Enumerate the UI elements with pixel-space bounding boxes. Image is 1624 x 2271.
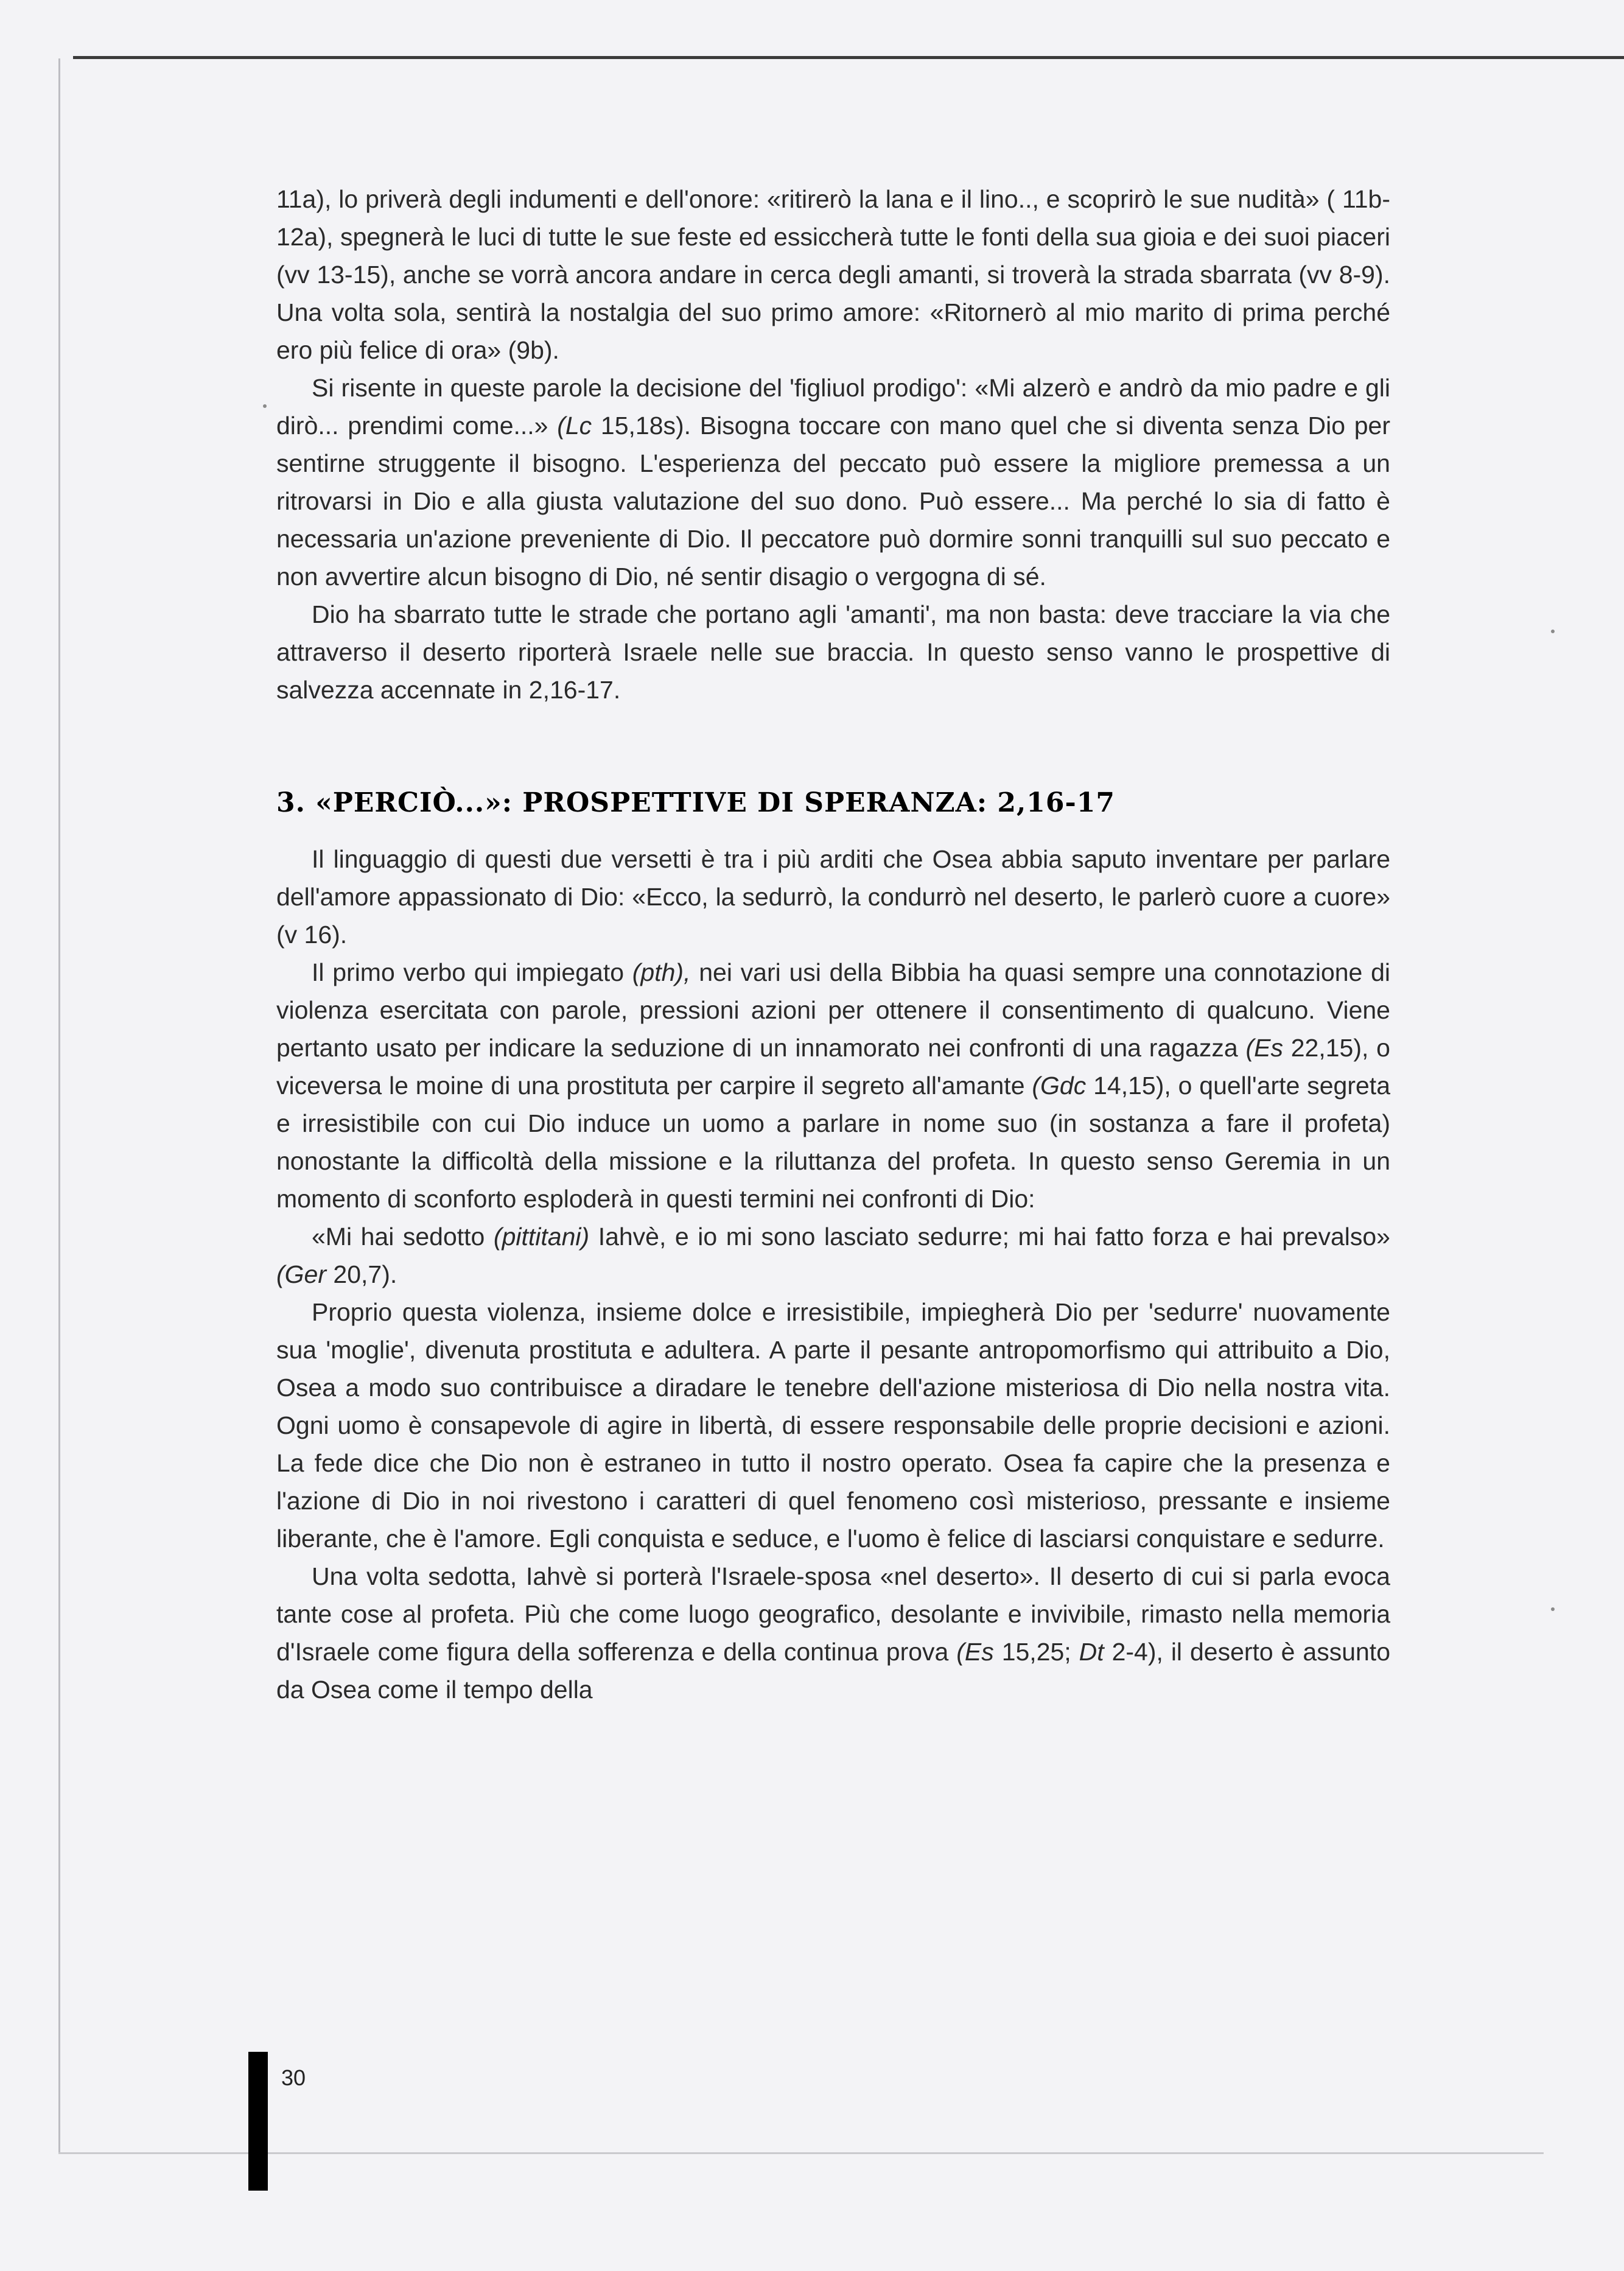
paragraph-2-text-end: 15,18s). Bisogna toccare con mano quel che si diventa senza Dio per sentirne struggente il bisogno. L'esperienza del peccato può essere la migliore premessa a un ritrovarsi in Dio e alla giusta valutazione del suo dono. Può essere... Ma perché lo sia di fatto è necessaria un'azione preveniente di Dio. Il peccatore può dormire sonni tranquilli sul suo peccato e non avvertire alcun bisogno di Dio, né sentir disagio o vergogna di sé.	[276, 412, 1390, 591]
scan-speck	[1551, 1607, 1555, 1611]
scan-speck	[1551, 630, 1555, 633]
paragraph-5-term: (pth),	[632, 958, 691, 986]
paragraph-2-text: Si risente in queste parole la decisione del 'figliuol prodigo': «Mi alzerò e andrò da mio padre e gli dirò... prendimi come...»	[276, 374, 1390, 440]
paragraph-1: 11a), lo priverà degli indumenti e dell'onore: «ritirerò la lana e il lino.., e scoprirò le sue nudità» ( 11b-12a), spegnerà le luci di tutte le sue feste ed essiccherà tutte le fonti della sua gioia e dei suoi piaceri (vv 13-15), anche se vorrà ancora andare in cerca degli amanti, si troverà la strada sbarrata (vv 8-9). Una volta sola, sentirà la nostalgia del suo primo amore: «Ritornerò al mio marito di prima perché ero più felice di ora» (9b).	[276, 185, 1390, 364]
paragraph-5-ref-gdc: (Gdc	[1032, 1072, 1087, 1100]
paragraph-5	[276, 953, 1390, 1218]
paragraph-3: Dio ha sbarrato tutte le strade che portano agli 'amanti', ma non basta: deve tracciare la via che attraverso il deserto riporterà Israele nelle sue braccia. In questo senso vanno le prospettive di salvezza accennate in 2,16-17.	[276, 600, 1390, 704]
paragraph-5-text: Il primo verbo qui impiegato	[312, 958, 632, 986]
scan-speck	[263, 404, 267, 408]
paragraph-8	[276, 1557, 1390, 1708]
page-marker-bar	[248, 2052, 268, 2191]
paragraph-8-text: Una volta sedotta, Iahvè si porterà l'Israele-sposa «nel deserto». Il deserto di cui si parla evoca tante cose al profeta. Più che come luogo geografico, desolante e invivibile, rimasto nella memoria d'Israele come figura della sofferenza e della continua prova	[276, 1562, 1390, 1666]
paragraph-8-text-b: 15,25;	[993, 1638, 1079, 1666]
top-edge-rule	[73, 56, 1624, 59]
paragraph-5-text-d: 14,15), o quell'arte segreta e irresistibile con cui Dio induce un uomo a parlare in nome suo (in sostanza a fare il profeta) nonostante la difficoltà della missione e la riluttanza del profeta. In questo senso Geremia in un momento di sconforto esploderà in questi termini nei confronti di Dio:	[276, 1072, 1390, 1213]
quote-term: (pittitani)	[493, 1223, 590, 1251]
section-gap	[276, 709, 1390, 784]
paragraph-8-ref-dt: Dt	[1079, 1638, 1104, 1666]
paragraph-6-quote	[276, 1218, 1390, 1293]
paragraph-4: Il linguaggio di questi due versetti è tra i più arditi che Osea abbia saputo inventare per parlare dell'amore appassionato di Dio: «Ecco, la sedurrò, la condurrò nel deserto, le parlerò cuore a cuore» (v 16).	[276, 845, 1390, 949]
quote-text: «Mi hai sedotto	[312, 1223, 494, 1251]
quote-ref-ger: (Ger	[276, 1260, 326, 1288]
paragraph-8-text-c: 2-4), il deserto è assunto da Osea come il tempo della	[276, 1638, 1390, 1704]
quote-text-b: Iahvè, e io mi sono lasciato sedurre; mi hai fatto forza e hai prevalso»	[589, 1223, 1390, 1251]
section-heading: 3. «PERCIÒ...»: PROSPETTIVE DI SPERANZA: 2,16-17	[276, 787, 1116, 818]
paragraph-5-text-b: nei vari usi della Bibbia ha quasi sempre una connotazione di violenza esercitata con parole, pressioni azioni per ottenere il consentimento di qualcuno. Viene pertanto usato per indicare la seduzione di un innamorato nei confronti di una ragazza	[276, 958, 1390, 1062]
paragraph-2-ref: (Lc	[557, 412, 592, 440]
left-edge-rule	[58, 58, 60, 2153]
bottom-edge-rule	[58, 2152, 1544, 2154]
page-number: 30	[281, 2065, 306, 2090]
paragraph-5-ref-es: (Es	[1245, 1034, 1283, 1062]
paragraph-7: Proprio questa violenza, insieme dolce e irresistibile, impiegherà Dio per 'sedurre' nuovamente sua 'moglie', divenuta prostituta e adultera. A parte il pesante antropomorfismo qui attribuito a Dio, Osea a modo suo contribuisce a diradare le tenebre dell'azione misteriosa di Dio nella nostra vita. Ogni uomo è consapevole di agire in libertà, di essere responsabile delle proprie decisioni e azioni. La fede dice che Dio non è estraneo in tutto il nostro operato. Osea fa capire che la presenza e l'azione di Dio in noi rivestono i caratteri di quel fenomeno così misterioso, pressante e insieme liberante, che è l'amore. Egli conquista e seduce, e l'uomo è felice di lasciarsi conquistare e sedurre.	[276, 1298, 1390, 1553]
paragraph-2	[276, 369, 1390, 595]
paragraph-8-ref-es: (Es	[956, 1638, 994, 1666]
body-text	[276, 180, 1390, 1708]
paragraph-5-text-c: 22,15), o viceversa le moine di una prostituta per carpire il segreto all'amante	[276, 1034, 1390, 1100]
quote-text-c: 20,7).	[326, 1260, 397, 1288]
